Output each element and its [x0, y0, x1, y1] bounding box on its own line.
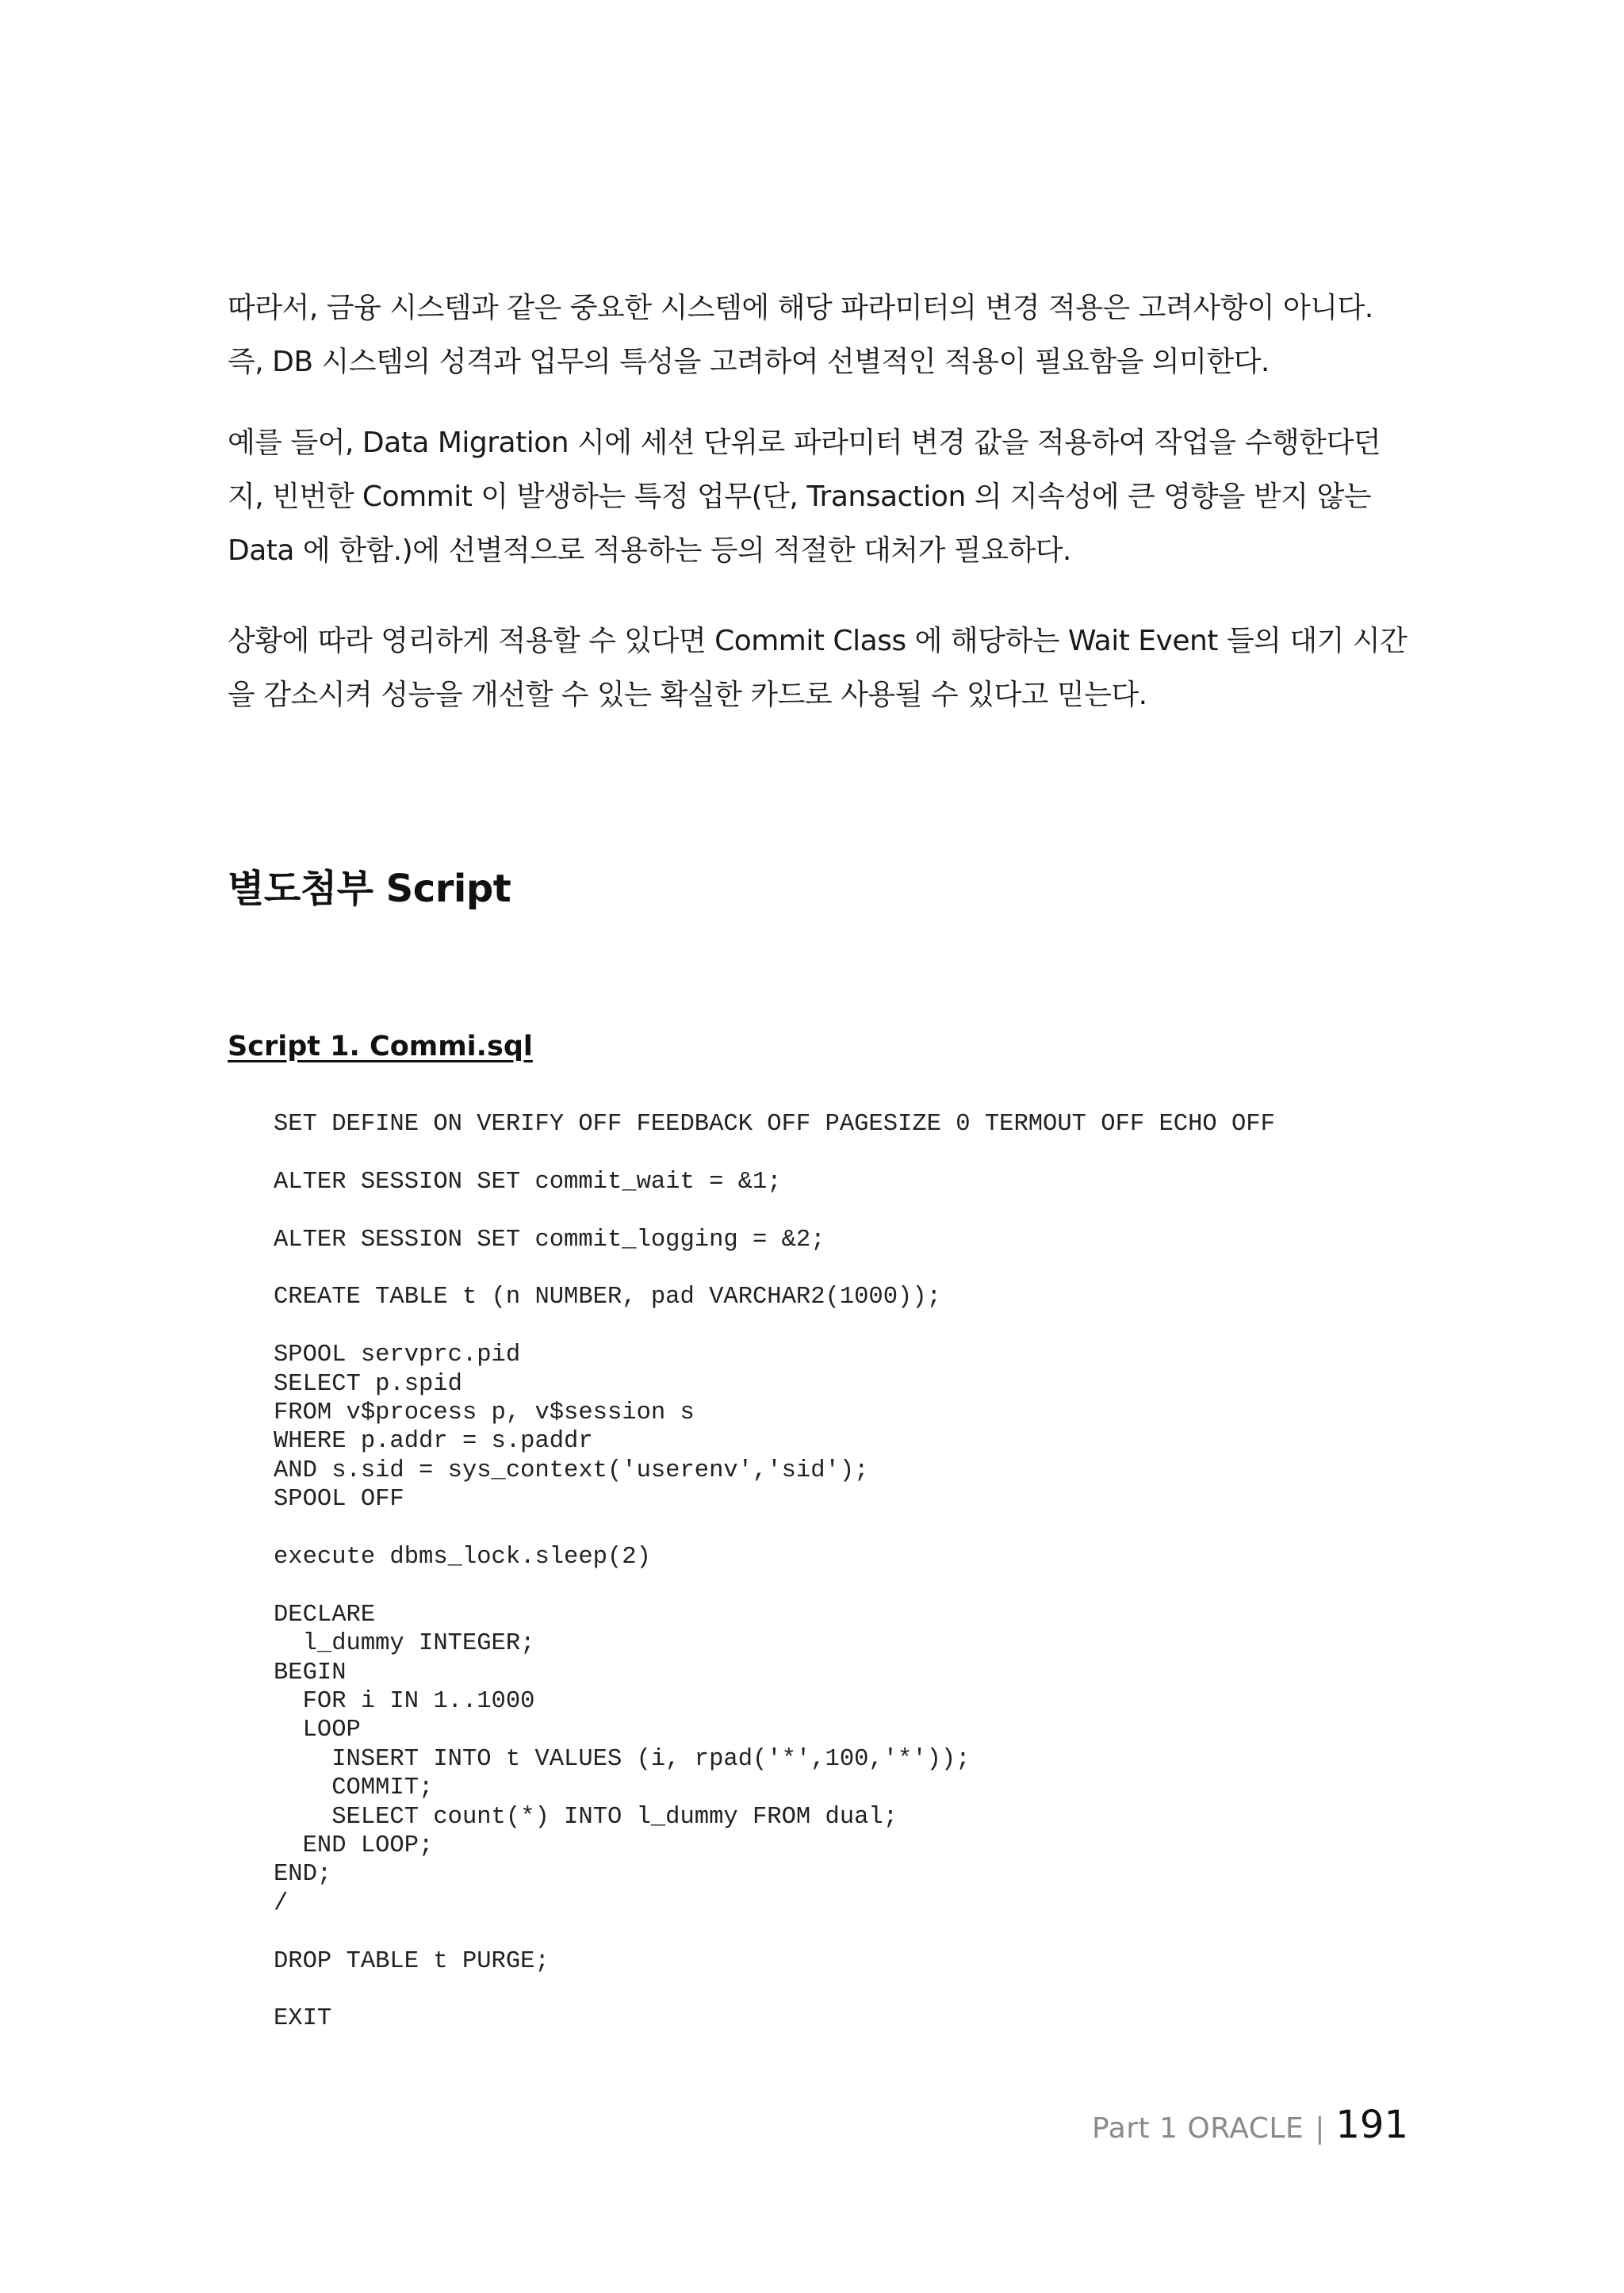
code-line: SELECT p.spid	[274, 1370, 462, 1398]
code-line	[274, 1139, 1275, 1167]
code-line: INSERT INTO t VALUES (i, rpad('*',100,'*'));	[274, 1745, 971, 1773]
body-paragraph-2	[228, 416, 1417, 578]
code-line: SPOOL OFF	[274, 1486, 404, 1514]
code-line	[274, 1976, 1275, 2004]
body-paragraph-1	[228, 281, 1417, 389]
footer-separator: |	[1315, 2112, 1325, 2145]
code-line: l_dummy INTEGER;	[274, 1630, 535, 1658]
code-line: WHERE p.addr = s.paddr	[274, 1428, 593, 1456]
page-footer	[1092, 2103, 1408, 2147]
code-line: SET DEFINE ON VERIFY OFF FEEDBACK OFF PAGESIZE 0 TERMOUT OFF ECHO OFF	[274, 1111, 1275, 1138]
code-line: ALTER SESSION SET commit_logging = &2;	[274, 1226, 825, 1254]
code-line	[274, 1312, 1275, 1341]
code-line: COMMIT;	[274, 1774, 434, 1802]
code-line: AND s.sid = sys_context('userenv','sid');	[274, 1457, 869, 1484]
code-line	[274, 1571, 1275, 1600]
paragraph-line: Data 에 한함.)에 선별적으로 적용하는 등의 적절한 대처가 필요하다.	[228, 534, 1071, 567]
paragraph-line: 따라서, 금융 시스템과 같은 중요한 시스템에 해당 파라미터의 변경 적용은 고려사항이 아니다.	[228, 292, 1373, 324]
code-line	[274, 1254, 1275, 1283]
paragraph-line: 지, 빈번한 Commit 이 발생하는 특정 업무(단, Transaction 의 지속성에 큰 영향을 받지 않는	[228, 480, 1372, 513]
code-line: END;	[274, 1861, 332, 1889]
paragraph-line: 즉, DB 시스템의 성격과 업무의 특성을 고려하여 선별적인 적용이 필요함을 의미한다.	[228, 346, 1270, 378]
paragraph-line: 을 감소시켜 성능을 개선할 수 있는 확실한 카드로 사용될 수 있다고 믿는다.	[228, 679, 1147, 711]
page-number: 191	[1335, 2103, 1408, 2147]
script-title: Script 1. Commi.sql	[228, 1031, 533, 1062]
code-line: execute dbms_lock.sleep(2)	[274, 1544, 651, 1571]
code-line: SPOOL servprc.pid	[274, 1342, 521, 1369]
code-line: DROP TABLE t PURGE;	[274, 1947, 550, 1975]
code-line: END LOOP;	[274, 1832, 434, 1860]
code-line: BEGIN	[274, 1659, 347, 1686]
code-line	[274, 1514, 1275, 1543]
paragraph-line: 상황에 따라 영리하게 적용할 수 있다면 Commit Class 에 해당하는 Wait Event 들의 대기 시간	[228, 625, 1408, 657]
footer-part-label: Part 1 ORACLE	[1092, 2112, 1304, 2145]
body-paragraph-3	[228, 614, 1417, 722]
code-line: CREATE TABLE t (n NUMBER, pad VARCHAR2(1000));	[274, 1284, 941, 1311]
code-line: ALTER SESSION SET commit_wait = &1;	[274, 1168, 782, 1196]
paragraph-line: 예를 들어, Data Migration 시에 세션 단위로 파라미터 변경 값을 적용하여 작업을 수행한다던	[228, 427, 1381, 459]
code-line: /	[274, 1889, 289, 1917]
code-block	[274, 1110, 1275, 2034]
code-line	[274, 1196, 1275, 1225]
code-line: DECLARE	[274, 1601, 376, 1629]
code-line: SELECT count(*) INTO l_dummy FROM dual;	[274, 1803, 898, 1831]
code-line: FROM v$process p, v$session s	[274, 1399, 695, 1426]
section-heading: 별도첨부 Script	[228, 867, 511, 911]
code-line	[274, 1918, 1275, 1947]
code-line: EXIT	[274, 2005, 332, 2033]
code-line: FOR i IN 1..1000	[274, 1688, 535, 1716]
code-line: LOOP	[274, 1717, 361, 1744]
